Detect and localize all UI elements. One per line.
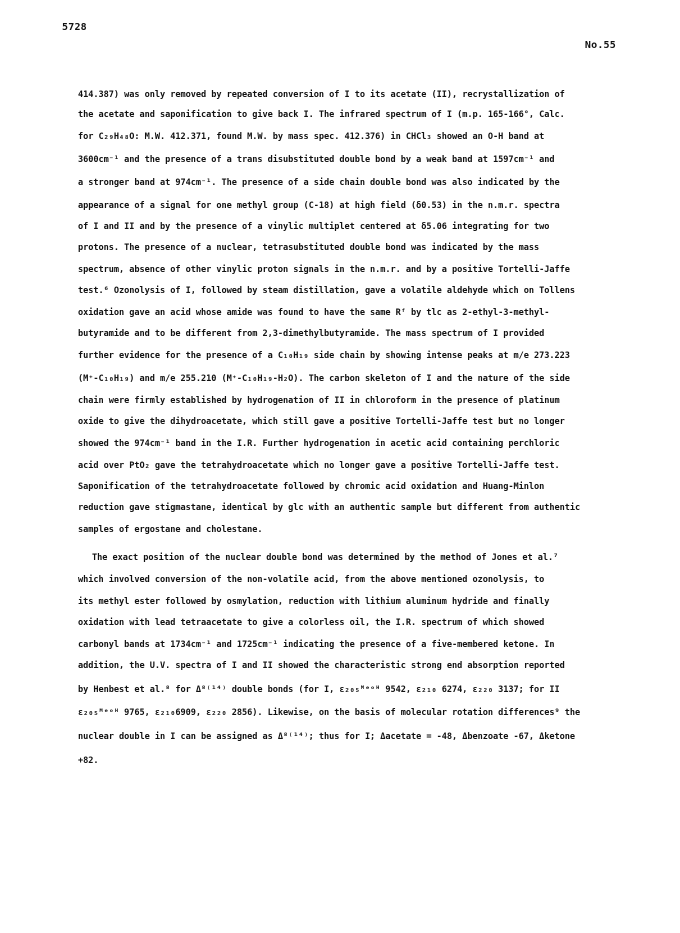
text-line: acid over PtO₂ gave the tetrahydroacetate which no longer gave a positive Tortelli-Jaffe test. [78, 461, 560, 471]
text-line: protons. The presence of a nuclear, tetrasubstituted double bond was indicated by the mass [78, 243, 540, 253]
text-line: (M⁺-C₁₀H₁₉) and m/e 255.210 (M⁺-C₁₀H₁₉-H₂O). The carbon skeleton of I and the nature of the side [78, 374, 570, 384]
text-line: which involved conversion of the non-volatile acid, from the above mentioned ozonolysis, to [78, 575, 545, 585]
text-line: showed the 974cm⁻¹ band in the I.R. Further hydrogenation in acetic acid containing perchloric [78, 439, 560, 449]
text-line: samples of ergostane and cholestane. [78, 525, 263, 535]
text-line: oxide to give the dihydroacetate, which still gave a positive Tortelli-Jaffe test but no longer [78, 417, 565, 427]
text-line: Saponification of the tetrahydroacetate followed by chromic acid oxidation and Huang-Minlon [78, 482, 545, 492]
text-line: oxidation with lead tetraacetate to give a colorless oil, the I.R. spectrum of which showed [78, 618, 545, 628]
text-line: a stronger band at 974cm⁻¹. The presence of a side chain double bond was also indicated by the [78, 178, 560, 188]
text-line: test.⁶ Ozonolysis of I, followed by steam distillation, gave a volatile aldehyde which on Tollens [78, 286, 576, 296]
text-line: nuclear double in I can be assigned as Δ⁸⁽¹⁴⁾; thus for I; Δacetate = -48, Δbenzoate -67, Δketone [78, 732, 576, 742]
text-line: chain were firmly established by hydrogenation of II in chloroform in the presence of platinum [78, 396, 560, 406]
text-line: addition, the U.V. spectra of I and II showed the characteristic strong end absorption reported [78, 661, 565, 671]
paragraph-first-line: The exact position of the nuclear double bond was determined by the method of Jones et al.⁷ [92, 553, 559, 563]
text-line: spectrum, absence of other vinylic proton signals in the n.m.r. and by a positive Tortelli-Jaffe [78, 265, 570, 275]
page-number: 5728 [62, 22, 87, 33]
text-line: +82. [78, 756, 99, 766]
text-line: the acetate and saponification to give back I. The infrared spectrum of I (m.p. 165-166°, Calc. [78, 110, 565, 120]
text-line: 3600cm⁻¹ and the presence of a trans disubstituted double bond by a weak band at 1597cm⁻¹ and [78, 155, 555, 165]
text-line: 414.387) was only removed by repeated conversion of I to its acetate (II), recrystallization of [78, 90, 565, 100]
text-line: its methyl ester followed by osmylation, reduction with lithium aluminum hydride and finally [78, 597, 550, 607]
text-line: reduction gave stigmastane, identical by glc with an authentic sample but different from authentic [78, 503, 581, 513]
text-line: further evidence for the presence of a C₁₀H₁₉ side chain by showing intense peaks at m/e 273.223 [78, 351, 570, 361]
text-line: ε₂₀₅ᴹᵉᵒᴴ 9765, ε₂₁₀6909, ε₂₂₀ 2856). Likewise, on the basis of molecular rotation differences⁹ the [78, 708, 581, 718]
text-line: oxidation gave an acid whose amide was found to have the same Rᶠ by tlc as 2-ethyl-3-methyl- [78, 308, 550, 318]
journal-issue-number: No.55 [584, 40, 616, 51]
text-line: by Henbest et al.⁸ for Δ⁸⁽¹⁴⁾ double bonds (for I, ε₂₀₅ᴹᵉᵒᴴ 9542, ε₂₁₀ 6274, ε₂₂₀ 3137; for II [78, 685, 560, 695]
text-line: of I and II and by the presence of a vinylic multiplet centered at δ5.06 integrating for two [78, 222, 550, 232]
text-line: butyramide and to be different from 2,3-dimethylbutyramide. The mass spectrum of I provided [78, 329, 545, 339]
text-line: appearance of a signal for one methyl group (C-18) at high field (δ0.53) in the n.m.r. spectra [78, 201, 560, 211]
text-line: carbonyl bands at 1734cm⁻¹ and 1725cm⁻¹ indicating the presence of a five-membered ketone. In [78, 640, 555, 650]
text-line: for C₂₉H₄₈O: M.W. 412.371, found M.W. by mass spec. 412.376) in CHCl₃ showed an O-H band at [78, 132, 545, 142]
